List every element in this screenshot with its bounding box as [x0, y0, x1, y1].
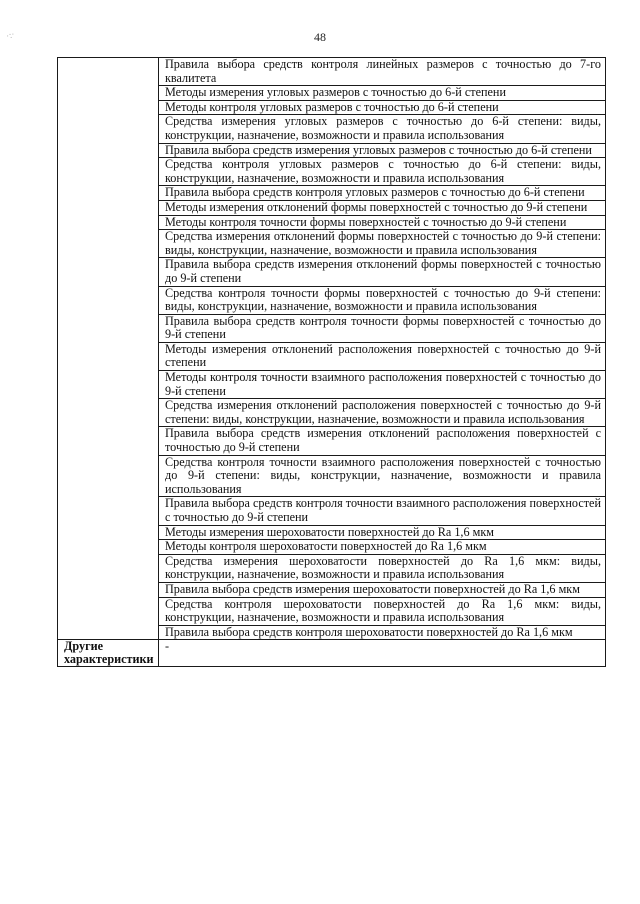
table-cell: Методы измерения отклонений формы поверхностей с точностью до 9-й степени — [159, 200, 606, 215]
table-cell: Методы контроля точности взаимного расположения поверхностей с точностью до 9-й степени — [159, 371, 606, 399]
table-cell: Средства контроля угловых размеров с точностью до 6-й степени: виды, конструкции, назначение, возможности и правила использования — [159, 158, 606, 186]
table-cell: Правила выбора средств контроля точности взаимного расположения поверхностей с точностью до 9-й степени — [159, 497, 606, 525]
table-cell: Правила выбора средств измерения отклонений расположения поверхностей с точностью до 9-й степени — [159, 427, 606, 455]
left-column-cell — [58, 58, 159, 640]
table-cell: Средства контроля шероховатости поверхностей до Ra 1,6 мкм: виды, конструкции, назначение, возможности и правила использования — [159, 597, 606, 625]
page-number: 48 — [314, 30, 326, 44]
table-row — [58, 58, 606, 86]
table-cell: Средства измерения отклонений формы поверхностей с точностью до 9-й степени: виды, конструкции, назначение, возможности и правила использования — [159, 230, 606, 258]
table-cell: Средства измерения шероховатости поверхностей до Ra 1,6 мкм: виды, конструкции, назначение, возможности и правила использования — [159, 554, 606, 582]
table-cell: Правила выбора средств измерения шероховатости поверхностей до Ra 1,6 мкм — [159, 582, 606, 597]
other-characteristics-row — [58, 640, 606, 667]
other-characteristics-label: Другие характеристики — [58, 640, 159, 667]
other-characteristics-value: - — [159, 640, 606, 667]
requirements-table — [57, 57, 606, 667]
table-cell: Правила выбора средств измерения отклонений формы поверхностей с точностью до 9-й степени — [159, 258, 606, 286]
table-cell: Правила выбора средств контроля угловых размеров с точностью до 6-й степени — [159, 186, 606, 201]
table-cell: Методы измерения шероховатости поверхностей до Ra 1,6 мкм — [159, 525, 606, 540]
table-cell: Правила выбора средств контроля шероховатости поверхностей до Ra 1,6 мкм — [159, 625, 606, 640]
table-cell: Методы контроля точности формы поверхностей с точностью до 9-й степени — [159, 215, 606, 230]
table-cell: Средства измерения угловых размеров с точностью до 6-й степени: виды, конструкции, назначение, возможности и правила использования — [159, 115, 606, 143]
table-cell: Средства контроля точности формы поверхностей с точностью до 9-й степени: виды, конструкции, назначение, возможности и правила использования — [159, 286, 606, 314]
table-cell: Правила выбора средств контроля линейных размеров с точностью до 7-го квалитета — [159, 58, 606, 86]
table-cell: Методы измерения отклонений расположения поверхностей с точностью до 9-й степени — [159, 342, 606, 370]
table-body — [58, 58, 606, 667]
table-cell: Правила выбора средств измерения угловых размеров с точностью до 6-й степени — [159, 143, 606, 158]
table-cell: Методы контроля шероховатости поверхностей до Ra 1,6 мкм — [159, 540, 606, 555]
table-cell: Средства контроля точности взаимного расположения поверхностей с точностью до 9-й степени: виды, конструкции, назначение, возможности и правила использования — [159, 455, 606, 497]
table-cell: Методы контроля угловых размеров с точностью до 6-й степени — [159, 100, 606, 115]
scan-mark: ·:· — [4, 28, 16, 42]
table-cell: Средства измерения отклонений расположения поверхностей с точностью до 9-й степени: виды, конструкции, назначение, возможности и правила использования — [159, 399, 606, 427]
table-cell: Методы измерения угловых размеров с точностью до 6-й степени — [159, 86, 606, 101]
table-cell: Правила выбора средств контроля точности формы поверхностей с точностью до 9-й степени — [159, 314, 606, 342]
